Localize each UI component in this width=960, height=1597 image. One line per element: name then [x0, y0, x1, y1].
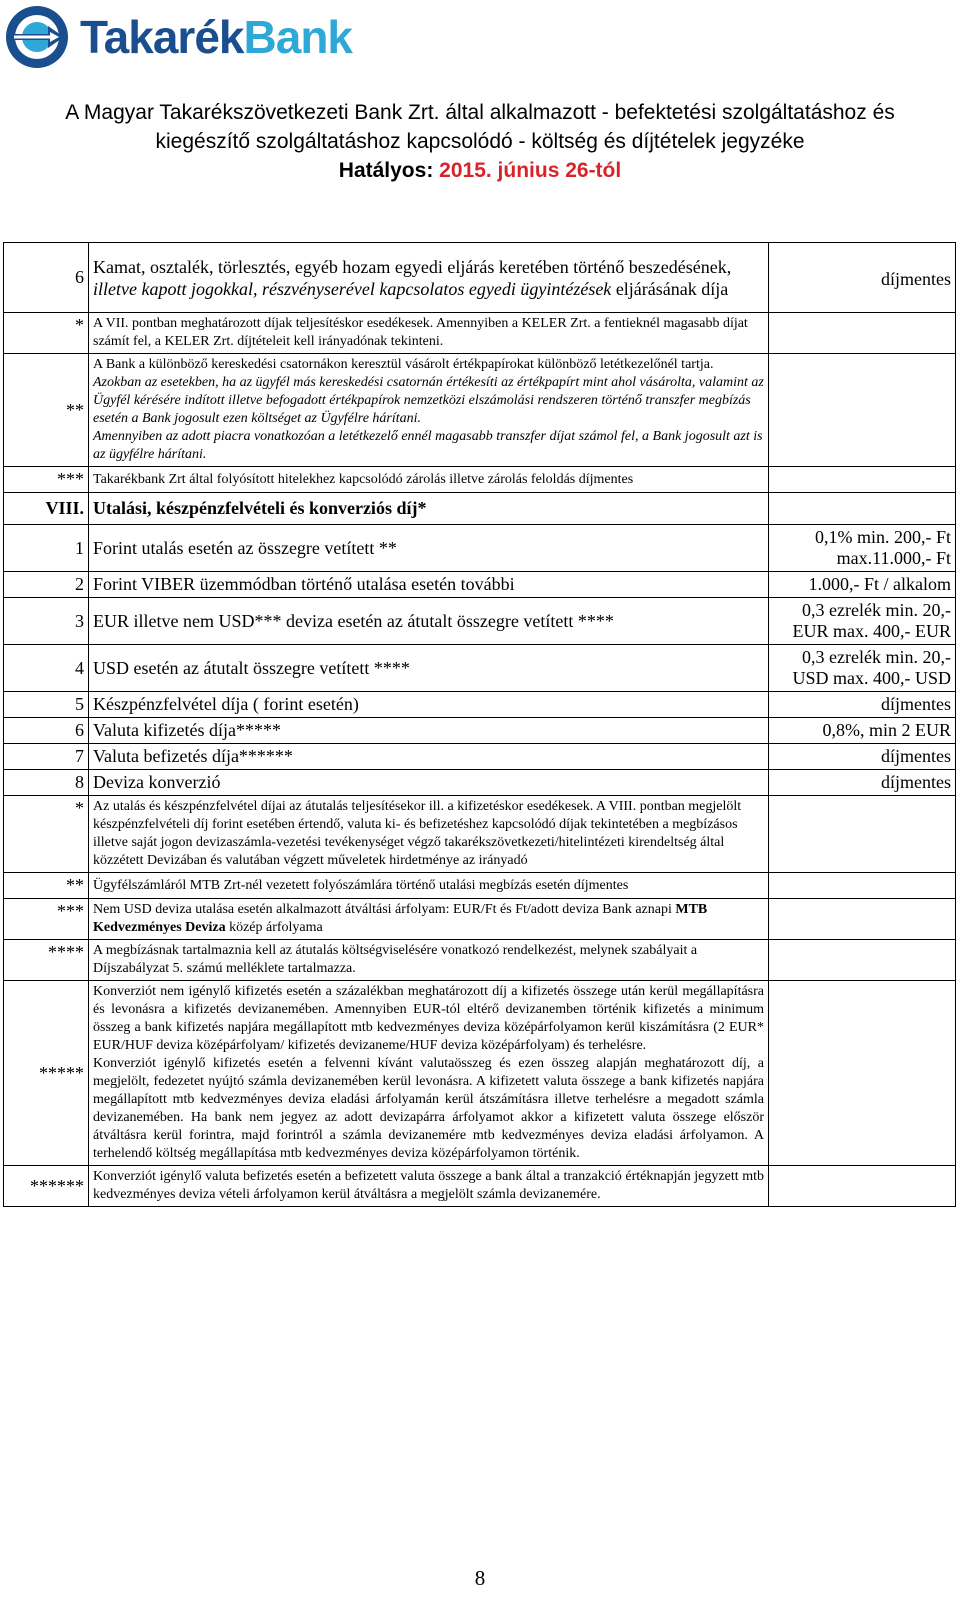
- document-heading: [0, 98, 960, 185]
- table-row: [4, 940, 956, 981]
- note-mark: *: [4, 796, 89, 873]
- row-fee: 1.000,- Ft / alkalom: [769, 572, 956, 598]
- empty-cell: [769, 354, 956, 467]
- empty-cell: [769, 940, 956, 981]
- table-row: [4, 598, 956, 645]
- empty-cell: [769, 796, 956, 873]
- empty-cell: [769, 1166, 956, 1207]
- row-number: 7: [4, 744, 89, 770]
- note-paragraph: Konverziót nem igénylő kifizetés esetén a százalékban meghatározott díj a kifizetés összege után kerül megállapításra és levonásra a kifizetés devizanemében. Amennyiben EUR-tól eltérő devizanemben történik kifizetés a minimum összeg a bank kifizetés napjára megállapított mtb kedvezményes deviza középárfolyamon kerül kiszámításra (2 EUR* EUR/HUF deviza középárfolyam/ kifizetés devizaneme/HUF deviza középárfolyam) és terhelésre.: [93, 984, 764, 1053]
- note-text: A megbízásnak tartalmaznia kell az átutalás költségviselésére vonatkozó rendelkezést, melynek szabályait a Díjszabályzat 5. számú melléklete tartalmazza.: [89, 940, 769, 981]
- takarekbank-logo: [4, 4, 352, 70]
- table-row: [4, 981, 956, 1166]
- table-row: [4, 899, 956, 940]
- note-text: A VII. pontban meghatározott díjak teljesítéskor esedékesek. Amennyiben a KELER Zrt. a fentieknél magasabb díjat számít fel, a KELER Zrt. díjtételeit kell irányadónak tekinteni.: [89, 313, 769, 354]
- note-mark: **: [4, 873, 89, 899]
- row-fee: 0,1% min. 200,- Ft max.11.000,- Ft: [769, 525, 956, 572]
- logo-wordmark: [80, 4, 352, 70]
- row-fee: 0,8%, min 2 EUR: [769, 718, 956, 744]
- page-number: 8: [474, 1566, 486, 1590]
- desc-text: eljárásának díja: [611, 278, 729, 299]
- note-mark: *****: [4, 981, 89, 1166]
- note-text-part: Nem USD deviza utalása esetén alkalmazott átváltási árfolyam: EUR/Ft és Ft/adott deviza Bank aznapi: [93, 902, 676, 917]
- row-fee: díjmentes: [769, 770, 956, 796]
- table-row: [4, 692, 956, 718]
- note-text-bold: MTB Kedvezményes Deviza: [93, 902, 708, 935]
- row-number: 1: [4, 525, 89, 572]
- note-text: Takarékbank Zrt által folyósított hitelekhez kapcsolódó zárolás illetve zárolás feloldás díjmentes: [89, 467, 769, 493]
- heading-validity: [0, 156, 960, 185]
- row-number: 4: [4, 645, 89, 692]
- note-paragraph: Azokban az esetekben, ha az ügyfél más kereskedési csatornán értékesíti az értékpapírt mint ahol vásárolta, valamint az Ügyfél kérésére indított illetve befogadott értékpapírok nemzetközi elszámolási rendszeren történő transzfer megbízás esetén a Bank jogosult ezen költséget az Ügyfélre hárítani.: [93, 375, 764, 426]
- row-number: 8: [4, 770, 89, 796]
- table-row: [4, 645, 956, 692]
- table-row: [4, 796, 956, 873]
- fee-table: [3, 242, 956, 1207]
- note-text: [89, 981, 769, 1166]
- heading-line-1: A Magyar Takarékszövetkezeti Bank Zrt. által alkalmazott - befektetési szolgáltatáshoz és: [65, 101, 895, 124]
- row-number: 6: [4, 718, 89, 744]
- empty-cell: [769, 899, 956, 940]
- table-row: [4, 873, 956, 899]
- note-mark: ******: [4, 1166, 89, 1207]
- logo-word-bank: Bank: [243, 11, 352, 63]
- empty-cell: [769, 467, 956, 493]
- row-fee: díjmentes: [769, 243, 956, 313]
- heading-line-2: kiegészítő szolgáltatáshoz kapcsolódó - költség és díjtételek jegyzéke: [155, 130, 805, 153]
- row-number: 5: [4, 692, 89, 718]
- note-mark: ****: [4, 940, 89, 981]
- row-description: [89, 243, 769, 313]
- table-row: [4, 1166, 956, 1207]
- row-description: Valuta befizetés díja******: [89, 744, 769, 770]
- row-fee: 0,3 ezrelék min. 20,- EUR max. 400,- EUR: [769, 598, 956, 645]
- table-row: [4, 354, 956, 467]
- table-row: [4, 243, 956, 313]
- note-text: Ügyfélszámláról MTB Zrt-nél vezetett folyószámlára történő utalási megbízás esetén díjmentes: [89, 873, 769, 899]
- note-paragraph: Konverziót igénylő kifizetés esetén a felvenni kívánt valutaösszeg és ezen összeg alapján meghatározott díj, a megjelölt, fedezetet nyújtó számla devizanemében kerül levonásra. A kifizetett valuta összege a bank kifizetés napjára megállapított mtb kedvezményes deviza eladási árfolyamán kerül átszámításra illetve terhelésre a megadott számla devizanemében. Ha bank nem jegyez az adott devizapárra árfolyamot akkor a kifizetett valuta összege először átváltásra kerül forintra, majd forintról a számla devizanemére mtb kedvezményes deviza eladási árfolyamon. A terhelendő költség megállapítása mtb kedvezményes deviza középárfolyamon történik.: [93, 1056, 764, 1161]
- table-row: [4, 770, 956, 796]
- note-mark: *: [4, 313, 89, 354]
- note-paragraph: A Bank a különböző kereskedési csatornákon keresztül vásárolt értékpapírokat különböző letétkezelőnél tartja.: [93, 357, 714, 372]
- empty-cell: [769, 313, 956, 354]
- takarekbank-logo-icon: [4, 4, 70, 70]
- table-row: [4, 525, 956, 572]
- row-description: Deviza konverzió: [89, 770, 769, 796]
- row-fee: 0,3 ezrelék min. 20,- USD max. 400,- USD: [769, 645, 956, 692]
- note-text-part: közép árfolyama: [225, 920, 323, 935]
- validity-label: Hatályos:: [338, 159, 434, 182]
- table-row: [4, 718, 956, 744]
- section-header-row: [4, 493, 956, 525]
- note-mark: ***: [4, 899, 89, 940]
- validity-date: 2015. június 26-tól: [439, 159, 622, 182]
- logo-word-takarek: Takarék: [80, 11, 244, 63]
- table-row: [4, 744, 956, 770]
- section-number: VIII.: [4, 493, 89, 525]
- note-mark: **: [4, 354, 89, 467]
- section-title: Utalási, készpénzfelvételi és konverziós díj*: [89, 493, 769, 525]
- note-mark: ***: [4, 467, 89, 493]
- row-fee: díjmentes: [769, 692, 956, 718]
- table-row: [4, 572, 956, 598]
- row-fee: díjmentes: [769, 744, 956, 770]
- empty-cell: [769, 873, 956, 899]
- note-text: [89, 899, 769, 940]
- row-number: 3: [4, 598, 89, 645]
- row-number: 2: [4, 572, 89, 598]
- row-description: USD esetén az átutalt összegre vetített ****: [89, 645, 769, 692]
- row-number: 6: [4, 243, 89, 313]
- note-text: Konverziót igénylő valuta befizetés esetén a befizetett valuta összege a bank által a tranzakció értéknapján jegyzett mtb kedvezményes deviza vételi árfolyamon kerül átváltásra a megjelölt számla devizanemére.: [89, 1166, 769, 1207]
- note-paragraph: Amennyiben az adott piacra vonatkozóan a letétkezelő ennél magasabb transzfer díjat számol fel, a Bank jogosult azt is az ügyfélre hárítani.: [93, 429, 763, 462]
- desc-text: Kamat, osztalék, törlesztés, egyéb hozam egyedi eljárás keretében történő beszedésének,: [93, 256, 732, 277]
- row-description: Készpénzfelvétel díja ( forint esetén): [89, 692, 769, 718]
- row-description: Valuta kifizetés díja*****: [89, 718, 769, 744]
- desc-italic-text: illetve kapott jogokkal, részvényserével kapcsolatos egyedi ügyintézések: [93, 278, 612, 299]
- table-row: [4, 313, 956, 354]
- empty-cell: [769, 981, 956, 1166]
- empty-cell: [769, 493, 956, 525]
- row-description: EUR illetve nem USD*** deviza esetén az átutalt összegre vetített ****: [89, 598, 769, 645]
- table-row: [4, 467, 956, 493]
- note-text: [89, 354, 769, 467]
- note-text: Az utalás és készpénzfelvétel díjai az átutalás teljesítésekor ill. a kifizetéskor esedékesek. A VIII. pontban megjelölt készpénzfelvételi díj forint esetében értendő, valuta ki- és befizetéshez kapcsolódó díjak tekintetében a megbízásos illetve saját jogon devizaszámla-vezetési tevékenységet végző takarékszövetkezeti/hitelintézeti kirendeltség által közzétett Devizában és valutában végzett műveletek hirdetménye az irányadó: [89, 796, 769, 873]
- row-description: Forint VIBER üzemmódban történő utalása esetén további: [89, 572, 769, 598]
- row-description: Forint utalás esetén az összegre vetített **: [89, 525, 769, 572]
